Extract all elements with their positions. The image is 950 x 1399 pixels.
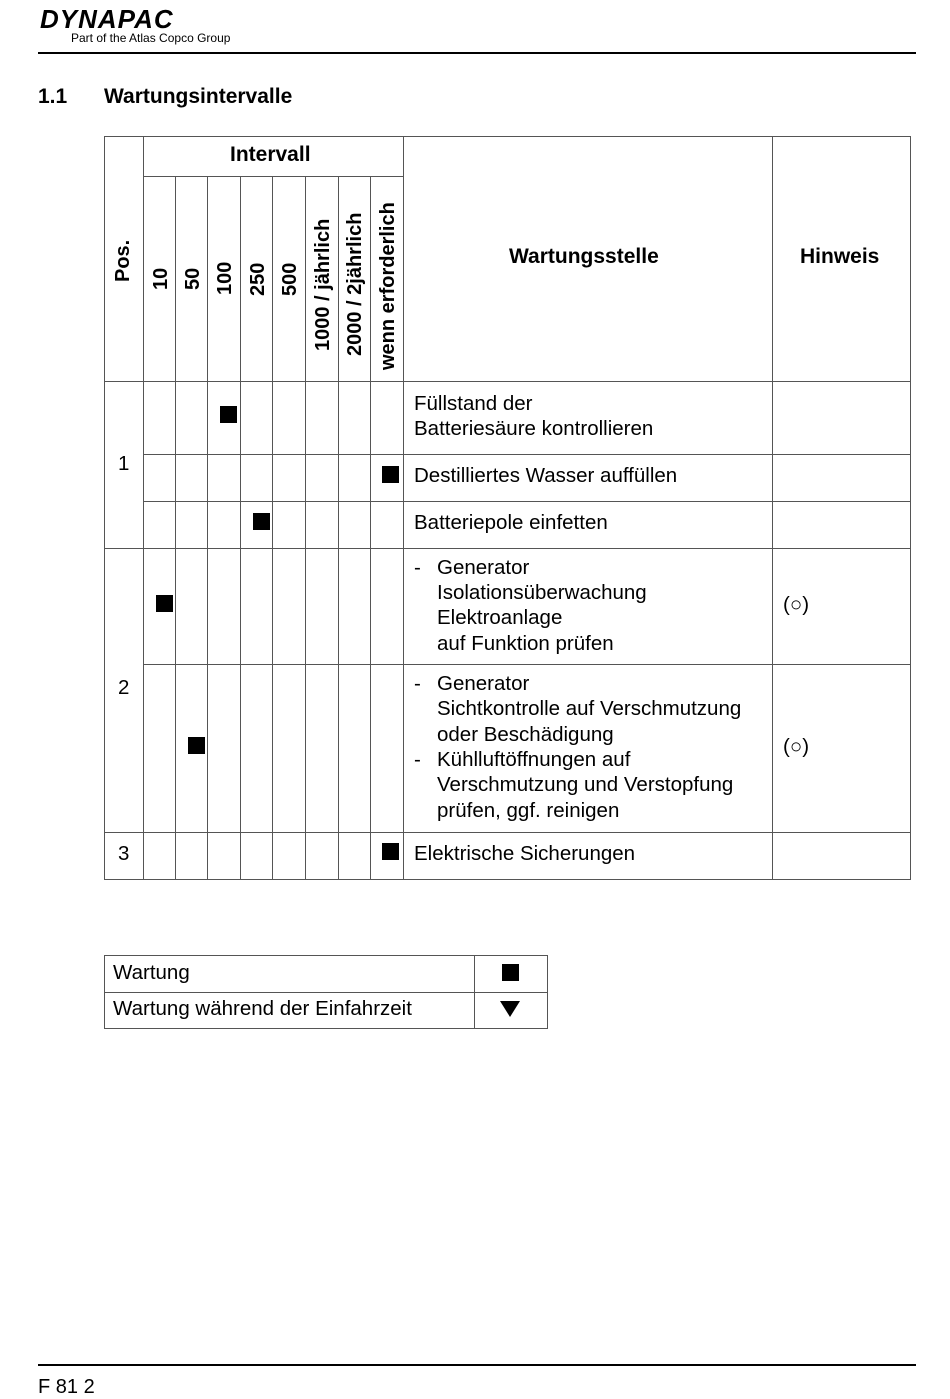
pos-cell: 1 <box>118 452 130 475</box>
maintenance-text-line: Elektroanlage <box>437 606 563 629</box>
interval-col-1000: 1000 / jährlich <box>312 218 334 351</box>
interval-col-50: 50 <box>182 267 204 290</box>
break-in-symbol-icon <box>500 1001 520 1017</box>
document-id: F 81 2 <box>38 1376 95 1398</box>
maintenance-text-line: Sichtkontrolle auf Verschmutzung <box>437 697 742 720</box>
interval-col-100: 100 <box>214 261 236 295</box>
maintenance-text-line: Batteriesäure kontrollieren <box>414 417 654 440</box>
legend-label: Wartung <box>113 961 190 984</box>
interval-col-500: 500 <box>279 262 301 296</box>
maintenance-text-line: Kühlluftöffnungen auf <box>437 748 631 771</box>
maintenance-text-line: Verschmutzung und Verstopfung <box>437 773 734 796</box>
maintenance-text-line: Füllstand der <box>414 392 533 415</box>
maintenance-text-line: prüfen, ggf. reinigen <box>437 799 620 822</box>
maintenance-text-line: Generator <box>437 556 530 579</box>
legend-label: Wartung während der Einfahrzeit <box>113 997 412 1020</box>
interval-header: Intervall <box>230 143 311 166</box>
section-number: 1.1 <box>38 85 68 108</box>
maintenance-text-line: Batteriepole einfetten <box>414 511 608 534</box>
hint-header: Hinweis <box>800 245 880 268</box>
footer-divider <box>38 1364 916 1366</box>
maintenance-text-line: Destilliertes Wasser auffüllen <box>414 464 678 487</box>
maintenance-point-header: Wartungsstelle <box>509 245 659 268</box>
maintenance-text-line: auf Funktion prüfen <box>437 632 614 655</box>
maintenance-bullet: - <box>414 672 421 695</box>
maintenance-symbol-icon <box>502 964 519 981</box>
interval-col-when-needed: wenn erforderlich <box>377 202 399 370</box>
hint-symbol: (○) <box>783 735 810 758</box>
header-subtitle: Part of the Atlas Copco Group <box>71 31 231 45</box>
section-title: Wartungsintervalle <box>104 85 293 108</box>
pos-header: Pos. <box>112 239 134 282</box>
interval-col-250: 250 <box>247 262 269 296</box>
maintenance-text-line: Generator <box>437 672 530 695</box>
maintenance-bullet: - <box>414 556 421 579</box>
maintenance-text-line: Isolationsüberwachung <box>437 581 647 604</box>
pos-cell: 3 <box>118 842 130 865</box>
interval-col-10: 10 <box>150 267 172 290</box>
interval-col-2000: 2000 / 2jährlich <box>344 212 366 356</box>
maintenance-text-line: Elektrische Sicherungen <box>414 842 636 865</box>
maintenance-text-line: oder Beschädigung <box>437 723 614 746</box>
hint-symbol: (○) <box>783 593 810 616</box>
pos-cell: 2 <box>118 676 130 699</box>
maintenance-bullet: - <box>414 748 421 771</box>
svg-text:DYNAPAC: DYNAPAC <box>40 6 174 32</box>
